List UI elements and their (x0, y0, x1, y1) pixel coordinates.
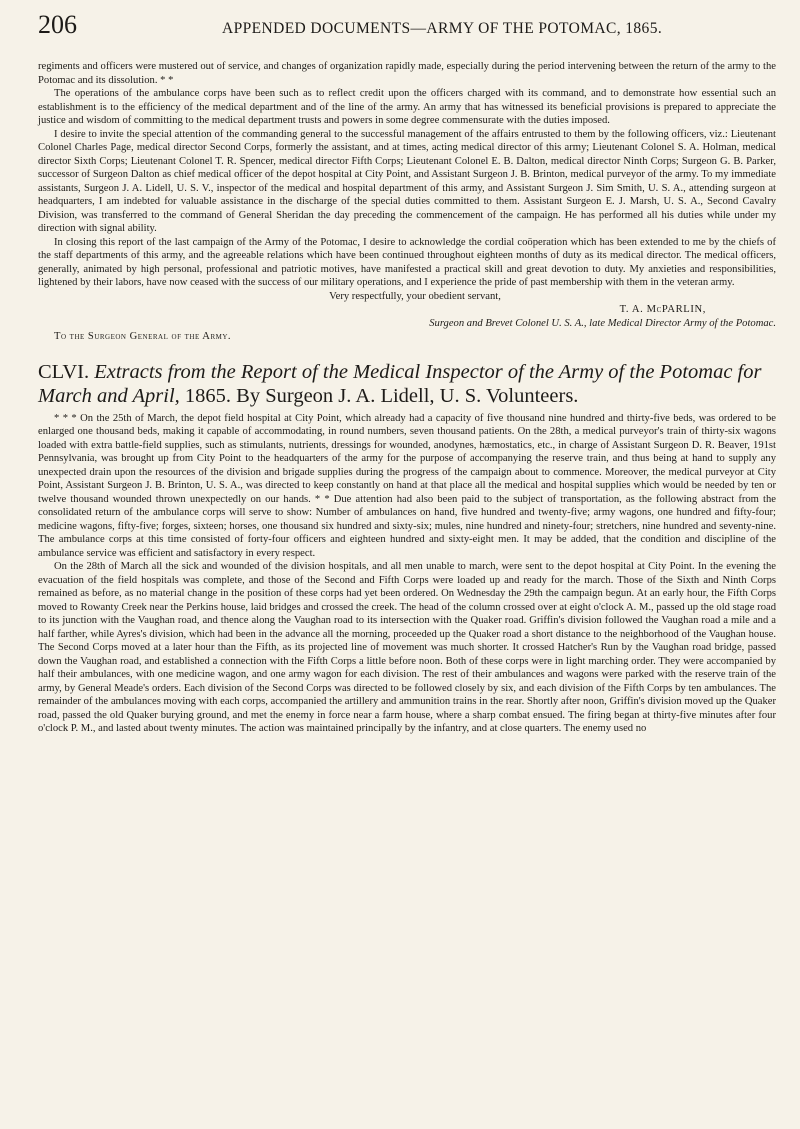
signature-title: Surgeon and Brevet Colonel U. S. A., late Medical Director Army of the Potomac. (429, 317, 776, 329)
letter-closing: Very respectfully, your obedient servant, (329, 290, 501, 302)
body-text (38, 60, 776, 736)
section-heading (38, 360, 776, 408)
letter-paragraph: I desire to invite the special attention of the commanding general to the successful management of the affairs entrusted to them by the following officers, viz.: Lieutenant Colonel Charles Page, medical director Second Corps, formerly the assistant, and at times, acting medical director of this army; Lieutenant Colonel S. A. Holman, medical director Sixth Corps; Lieutenant Colonel T. R. Spencer, medical director Fifth Corps; Lieutenant Colonel E. B. Dalton, medical director Ninth Corps; Surgeon G. B. Parker, successor of Surgeon Dalton as chief medical officer of the depot hospital at City Point, and Assistant Surgeon J. B. Brinton, medical purveyor of the army. To my immediate assistants, Surgeon J. A. Lidell, U. S. V., inspector of the medical and hospital department of this army, and Assistant Surgeon J. Sim Smith, U. S. A., attending surgeon at headquarters, I am indebted for valuable assistance in the discharge of the special duties committed to them. Assistant Surgeon E. J. Marsh, U. S. A., Second Cavalry Division, was transferred to the command of General Sheridan the day preceding the commencement of the campaign. He has performed all his duties while under my direction with signal ability. (38, 128, 776, 234)
letter-paragraph: The operations of the ambulance corps have been such as to reflect credit upon the officers charged with its command, and to demonstrate how essential such an establishment is to the efficiency of the medical department and of the line of the army. An army that has witnessed its beneficial provisions is prepared to appreciate the justice and wisdom of committing to the medical department trusts and powers in some degree commensurate with the duties imposed. (38, 88, 776, 126)
letter-paragraph: In closing this report of the last campaign of the Army of the Potomac, I desire to acknowledge the cordial coöperation which has been extended to me by the chiefs of the staff departments of this army, and the agreeable relations which have been continued throughout eighteen months of duty as its medical director. The medical officers, generally, animated by high personal, professional and patriotic motives, have manifested a practical skill and great devotion to duty. My anxieties and responsibilities, lightened by their labors, have now ceased with the success of our military operations, and I experience the pride of past membership with them in the veteran army. (38, 236, 776, 288)
signature-name: T. A. McPARLIN, (619, 304, 706, 315)
section-body (38, 412, 776, 736)
section-paragraph: On the 28th of March all the sick and wounded of the division hospitals, and all men unable to march, were sent to the depot hospital at City Point. In the evening the evacuation of the field hospitals was complete, and those of the Second and Fifth Corps were loaded up and ready for the march. Those of the Sixth and Ninth Corps remained as before, as no material change in the position of these corps had yet been ordered. On Wednesday the 29th the campaign begun. At an early hour, the Fifth Corps moved to Rowanty Creek near the Perkins house, laid bridges and crossed the creek. The head of the column crossed over at eight o'clock A. M., passed up the old stage road to its junction with the Vaughan road, and thence along the Vaughan road to its intersection with the Quaker road. Griffin's division followed the Vaughan road a mile and a half farther, while Ayres's division, which had been in the advance all the morning, proceeded up the Quaker road a short distance to the neighborhood of the Vaughan house. The Second Corps moved at a later hour than the Fifth, as its projected line of movement was much shorter. It crossed Hatcher's Run by the Vaughan road bridge, passed down the Vaughan road, and established a connection with the Fifth Corps a little before noon. Both of these corps were in light marching order. They were accompanied by half their ambulances, with one medicine wagon, and one army wagon for each division. The rest of their ambulances and wagons were parked with the reserve train of the army, by General Meade's orders. Each division of the Second Corps was directed to be followed closely by six, and each division of the Fifth Corps by ten ambulances. The remainder of the ambulances moving with each corps, accompanied the artillery and ammunition trains in the rear. Shortly after noon, Griffin's division moved up the Quaker road, passed the old Quaker burying ground, and met the enemy in force near a farm house, where a sharp combat ensued. The firing began at thirty-five minutes after four o'clock P. M., and lasted about twenty minutes. The action was maintained principally by the infantry, and at close quarters. The enemy used no (38, 561, 776, 734)
running-head: APPENDED DOCUMENTS—ARMY OF THE POTOMAC, 1865. (222, 20, 663, 37)
letter-addressee: To the Surgeon General of the Army. (54, 331, 232, 342)
page-number: 206 (38, 10, 77, 39)
section-paragraph: * * * On the 25th of March, the depot field hospital at City Point, which already had a capacity of five thousand nine hundred and thirty-five beds, was ordered to be enlarged one thousand beds, making it capable of accommodating, in round numbers, seven thousand patients. On the 28th, a medical purveyor's train of thirty-six wagons loaded with extra battle-field supplies, such as stimulants, nutrients, dressings for wounded, anodynes, hæmostatics, etc., in charge of Assistant Surgeon D. R. Beaver, 191st Pennsylvania, was brought up from City Point to the headquarters of the army for the purpose of accompanying the reserve train, and thus being at hand to supply any unexpected drain upon the resources of the division and brigade supplies during the progress of the campaign about to commence. Moreover, the medical purveyor at City Point, Assistant Surgeon J. B. Brinton, U. S. A., was directed to keep constantly on hand at that place all the medical and hospital supplies which would be needed by ten or twelve thousand wounded thrown unexpectedly on our hands. * * Due attention had also been paid to the subject of transportation, as the following abstract from the consolidated return of the ambulance corps will serve to show: Number of ambulances on hand, five hundred and twenty-five; army wagons, one hundred and fifty-four; medicine wagons, fifty-five; forges, sixteen; horses, one thousand six hundred and sixty-six; mules, nine hundred and ninety-four; stretchers, nine hundred and seventy-nine. The ambulance corps at this time consisted of forty-four officers and eighteen hundred and sixty-eight men. It may be added, that the condition and discipline of the ambulance service was efficient and satisfactory in every respect. (38, 412, 776, 559)
letter-paragraph: regiments and officers were mustered out of service, and changes of organization rapidly made, especially during the period intervening between the return of the army to the Potomac and its dissolution. * * (38, 61, 776, 86)
section-number: CLVI. (38, 360, 90, 383)
section-title-rest: 1865. By Surgeon J. A. Lidell, U. S. Volunteers. (184, 384, 579, 407)
page-header (38, 10, 778, 46)
section-title-italic: Extracts from the Report of the Medical Inspector of the Army of the Potomac for March and April, (38, 360, 762, 407)
